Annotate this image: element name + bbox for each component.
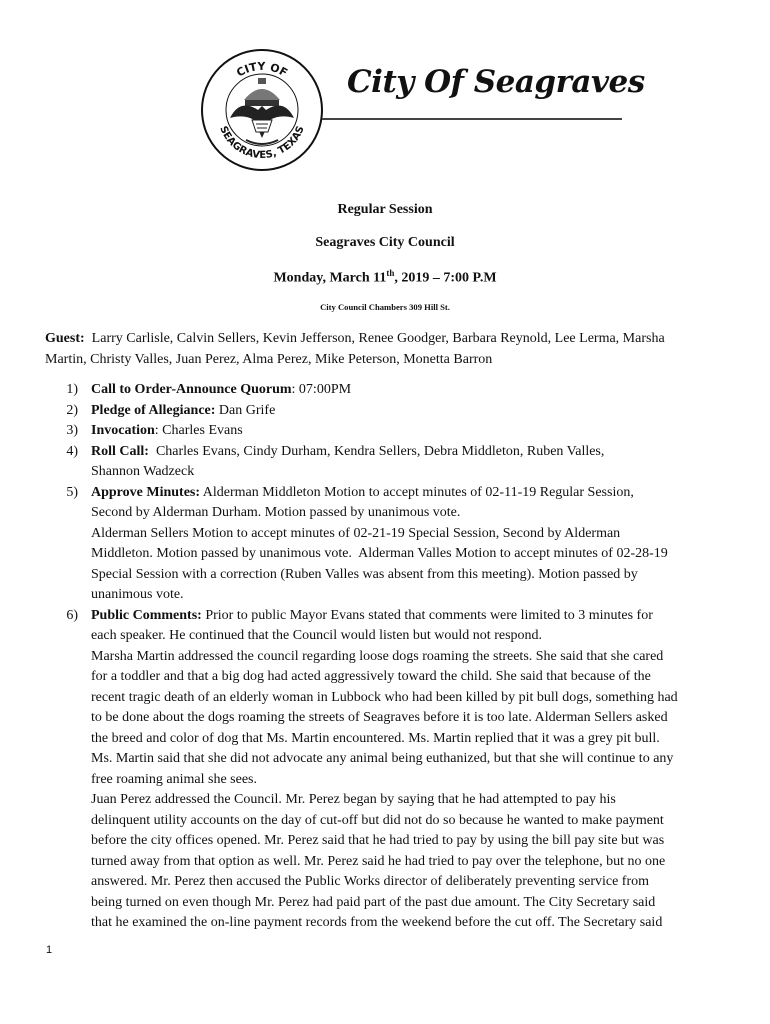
guest-list bbox=[45, 328, 730, 370]
item-text-line: the breed and color of dog that Ms. Martin encountered. Ms. Martin replied that it was a grey pit bull. bbox=[91, 730, 660, 746]
item-label: Invocation bbox=[91, 423, 155, 438]
item-text: Alderman Middleton Motion to accept minutes of 02-11-19 Regular Session, bbox=[200, 484, 634, 500]
item-text-line: Alderman Sellers Motion to accept minutes of 02-21-19 Special Session, Second by Alderman bbox=[91, 525, 621, 541]
agenda-item bbox=[44, 483, 734, 606]
item-text-line: answered. Mr. Perez then accused the Public Works director of deliberately preventing service from bbox=[91, 874, 650, 889]
date-prefix: Monday, March 11 bbox=[273, 270, 387, 286]
item-label: Roll Call: bbox=[91, 443, 149, 459]
item-text-line: before the city offices opened. Mr. Perez said that he had tried to pay by using the bill pay site but was bbox=[91, 833, 665, 848]
item-number: 6) bbox=[66, 607, 78, 623]
item-text-line: recent tragic death of an elderly woman in Lubbock who had been killed by pit bull dogs, something had bbox=[91, 689, 678, 705]
agenda-item bbox=[44, 380, 734, 401]
agenda-item bbox=[44, 401, 734, 422]
meeting-date bbox=[0, 268, 770, 287]
item-text: : 07:00PM bbox=[291, 382, 352, 397]
date-superscript: th bbox=[386, 268, 395, 278]
agenda-item bbox=[44, 421, 734, 442]
item-number: 3) bbox=[66, 423, 78, 438]
item-text-line: being turned on even though Mr. Perez had paid part of the past due amount. The City Secretary said bbox=[91, 894, 656, 910]
council-title: Seagraves City Council bbox=[315, 235, 455, 250]
city-name-heading: City Of Seagraves bbox=[347, 64, 645, 100]
item-text: : Charles Evans bbox=[154, 423, 243, 438]
agenda-item bbox=[44, 442, 734, 483]
item-text-line: Special Session with a correction (Ruben Valles was absent from this meeting). Motion passed by bbox=[91, 566, 638, 582]
guest-line-1: Larry Carlisle, Calvin Sellers, Kevin Jefferson, Renee Goodger, Barbara Reynold, Lee Lerma, Marsha bbox=[91, 331, 665, 346]
item-text-line: turned away from that option as well. Mr. Perez said he had tried to pay over the telephone, but no one bbox=[91, 853, 666, 869]
agenda-list bbox=[44, 380, 734, 934]
item-label: Call to Order-Announce Quorum bbox=[91, 382, 292, 397]
item-text-line: that he examined the on-line payment records from the weekend before the cut off. The Secretary said bbox=[91, 915, 663, 930]
item-text-line: to be done about the dogs roaming the streets of Seagraves before it is too late. Alderman Sellers asked bbox=[91, 710, 668, 725]
item-text-line: Second by Alderman Durham. Motion passed by unanimous vote. bbox=[91, 505, 461, 520]
item-text-line: Juan Perez addressed the Council. Mr. Perez began by saying that he had attempted to pay his bbox=[91, 792, 616, 807]
item-number: 2) bbox=[66, 402, 78, 418]
city-seal-logo bbox=[200, 48, 324, 172]
item-text-line: delinquent utility accounts on the day of cut-off but did not do so because he wanted to make payment bbox=[91, 812, 664, 828]
guest-label: Guest: bbox=[45, 331, 85, 346]
item-text-line: Middleton. Motion passed by unanimous vote. Alderman Valles Motion to accept minutes of 02-28-19 bbox=[91, 546, 668, 561]
item-label: Pledge of Allegiance: bbox=[91, 402, 216, 418]
item-number: 5) bbox=[66, 484, 78, 500]
item-label: Public Comments: bbox=[91, 607, 202, 623]
item-text-line: each speaker. He continued that the Council would listen but would not respond. bbox=[91, 628, 543, 643]
item-text: Dan Grife bbox=[215, 402, 276, 418]
seal-top-text: CITY OF bbox=[234, 59, 290, 80]
item-number: 4) bbox=[66, 443, 78, 459]
page-number: 1 bbox=[46, 944, 53, 956]
item-text-line: Shannon Wadzeck bbox=[91, 464, 195, 479]
item-label: Approve Minutes: bbox=[91, 484, 201, 500]
agenda-item bbox=[44, 606, 734, 934]
item-text-line: for a toddler and that a big dog had acted aggressively toward the child. She said that because of the bbox=[91, 669, 651, 684]
header-rule bbox=[322, 118, 622, 120]
item-number: 1) bbox=[66, 382, 78, 397]
item-text-line: Ms. Martin said that she did not advocate any animal being euthanized, but that she will continue to any bbox=[91, 751, 674, 766]
seal-bottom-text: SEAGRAVES, TEXAS bbox=[217, 124, 307, 162]
meeting-location: City Council Chambers 309 Hill St. bbox=[320, 302, 450, 312]
item-text: Charles Evans, Cindy Durham, Kendra Sellers, Debra Middleton, Ruben Valles, bbox=[148, 443, 605, 459]
svg-text:CITY OF bbox=[234, 60, 289, 80]
guest-line-2: Martin, Christy Valles, Juan Perez, Alma Perez, Mike Peterson, Monetta Barron bbox=[45, 352, 493, 367]
item-text-line: Marsha Martin addressed the council regarding loose dogs roaming the streets. She said that she cared bbox=[91, 648, 664, 664]
item-text: Prior to public Mayor Evans stated that comments were limited to 3 minutes for bbox=[201, 607, 653, 623]
session-title: Regular Session bbox=[337, 202, 433, 217]
date-suffix: , 2019 – 7:00 P.M bbox=[394, 270, 497, 286]
item-text-line: unanimous vote. bbox=[91, 587, 184, 602]
item-text-line: free roaming animal she sees. bbox=[91, 771, 257, 787]
